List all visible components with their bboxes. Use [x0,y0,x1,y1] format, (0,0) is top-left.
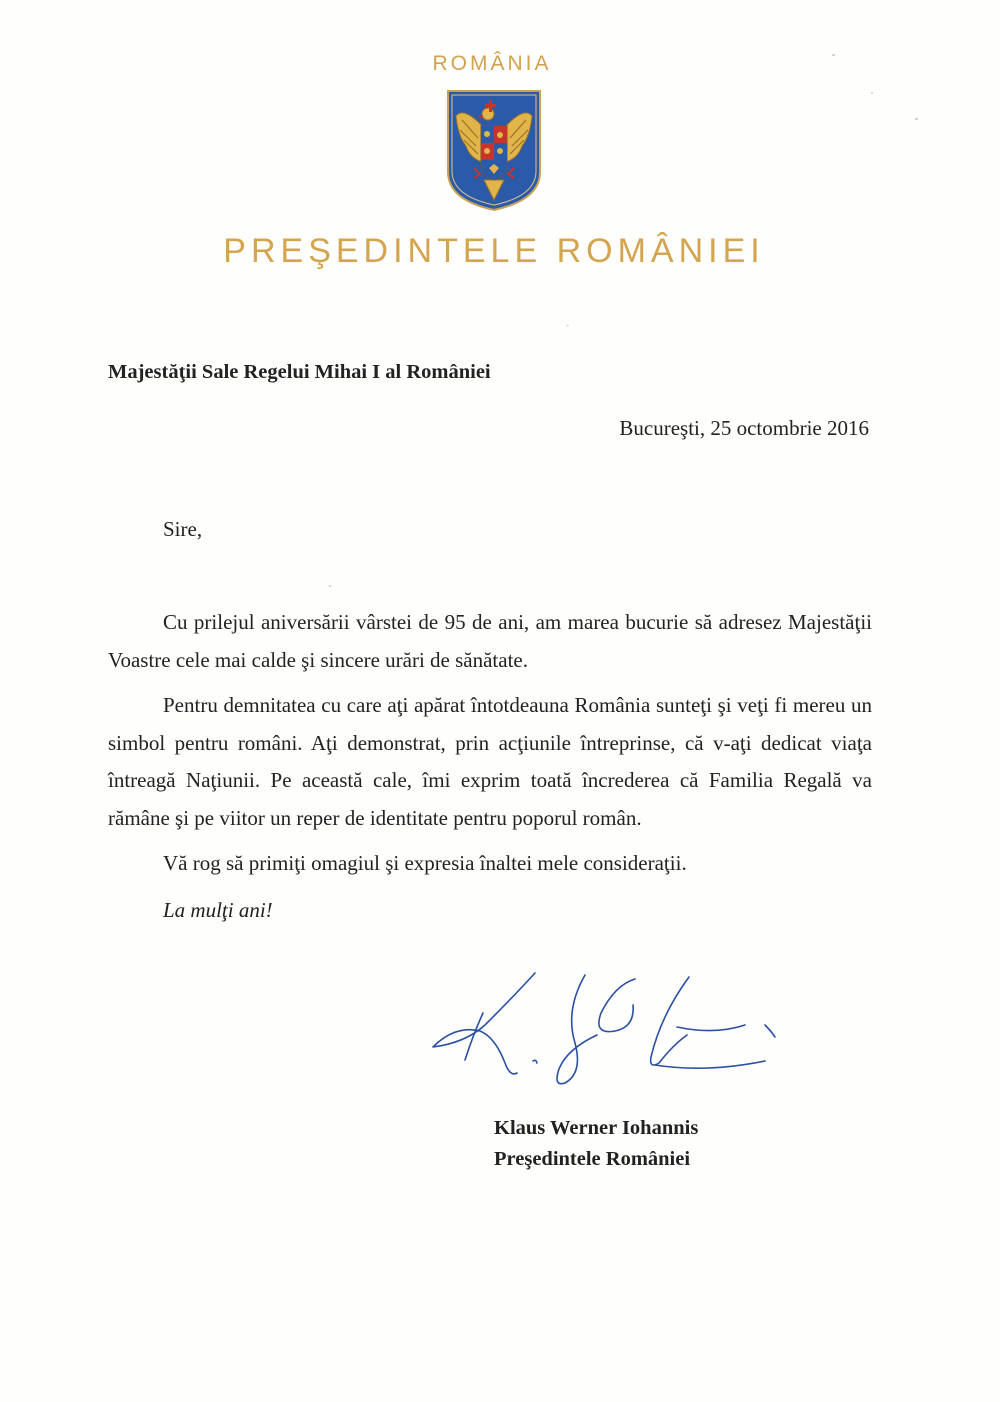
coat-of-arms-icon [444,88,544,213]
signer-title: Preşedintele României [494,1148,691,1170]
closing-greeting: La mulţi ani! [163,898,273,922]
letter-date: Bucureşti, 25 octombrie 2016 [619,416,869,440]
signature-block [494,1113,698,1175]
scan-speck [329,585,331,587]
signer-name: Klaus Werner Iohannis [494,1117,699,1139]
scan-speck [871,92,873,94]
salutation: Sire, [163,517,203,541]
body-paragraph: Pentru demnitatea cu care aţi apărat întotdeauna România sunteţi şi veţi fi mereu un simbol pentru români. Aţi demonstrat, prin acţiunile întreprinse, că v-aţi dedicat viaţa întreagă Naţiunii. Pe această cale, îmi exprim toată încrederea că Familia Regală va rămâne şi pe viitor un reper de identitate pentru poporul român. [108,693,872,830]
letter-body [108,604,872,891]
body-paragraph: Vă rog să primiţi omagiul şi expresia înaltei mele consideraţii. [163,851,687,875]
scan-speck [566,325,569,326]
handwritten-signature [425,965,785,1090]
scan-speck [915,118,918,120]
scan-speck [832,54,835,56]
addressee: Majestăţii Sale Regelui Mihai I al României [108,361,491,383]
letterhead-office: PREŞEDINTELE ROMÂNIEI [223,232,765,270]
body-paragraph: Cu prilejul aniversării vârstei de 95 de ani, am marea bucurie să adresez Majestăţii Voastre cele mai calde şi sincere urări de sănătate. [108,610,872,672]
letterhead-country: ROMÂNIA [432,52,552,75]
